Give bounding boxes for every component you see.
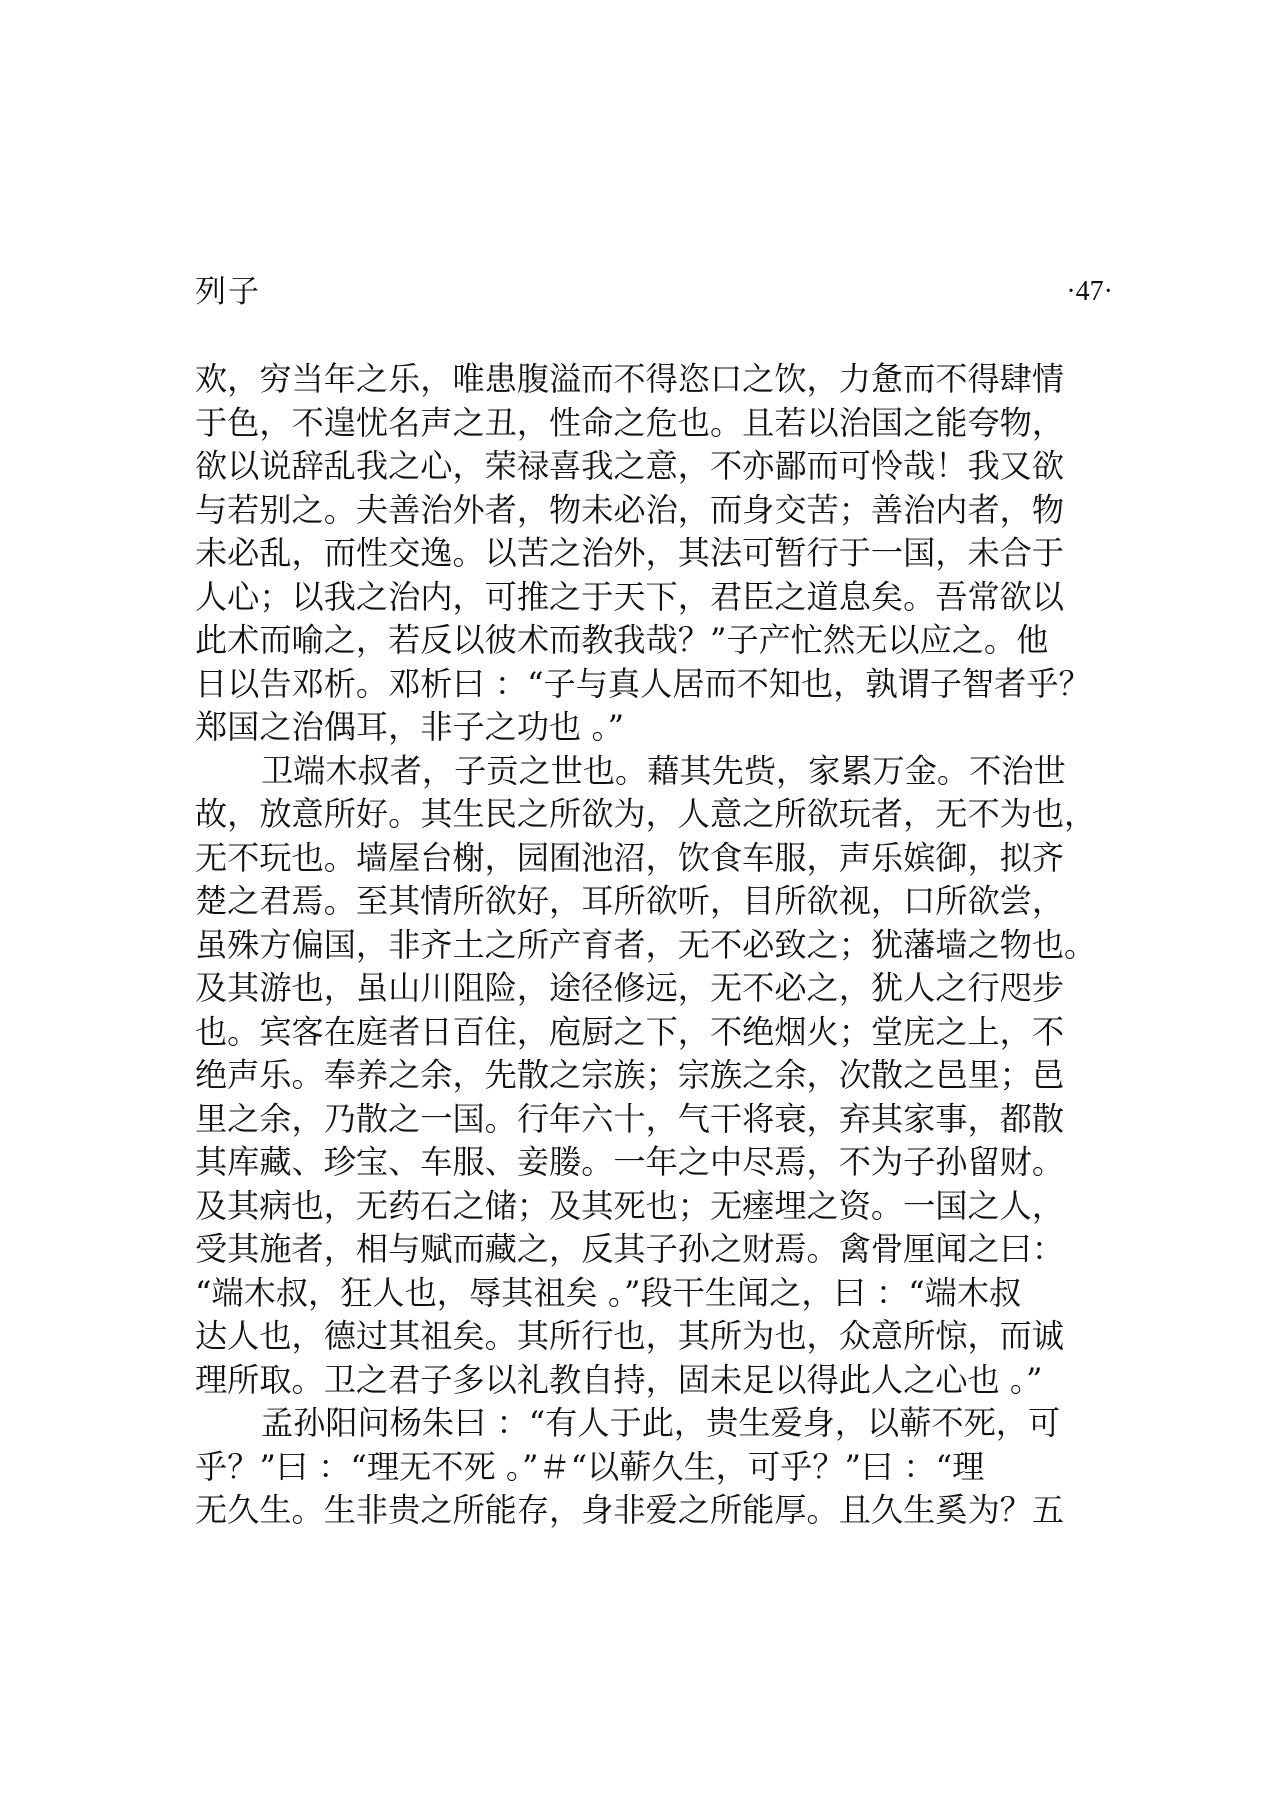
text-line: 楚之君焉。至其情所欲好，耳所欲听，目所欲视，口所欲尝， <box>195 882 1065 920</box>
text-line: 欲以说辞乱我之心，荣禄喜我之意，不亦鄙而可怜哉！我又欲 <box>195 447 1065 485</box>
text-line: 欢，穷当年之乐，唯患腹溢而不得恣口之饮，力惫而不得肆情 <box>195 360 1065 398</box>
text-line: “端木叔，狂人也，辱其祖矣 。”段干生闻之，曰 ：“端木叔 <box>195 1273 1022 1312</box>
text-line: 此术而喻之，若反以彼术而教我哉？”子产忙然无以应之。他 <box>195 621 1049 659</box>
text-line: 于色，不遑忧名声之丑，性命之危也。且若以治国之能夸物， <box>195 403 1065 442</box>
text-line: 日以告邓析。邓析曰 ：“子与真人居而不知也，孰谓子智者乎？ <box>195 664 1091 703</box>
text-line: 其库藏、珍宝、车服、妾媵。一年之中尽焉，不为子孙留财。 <box>195 1143 1065 1181</box>
text-line: 乎？”曰 ：“理无不死 。”＃“以蕲久生，可乎？”曰 ：“理 <box>195 1447 985 1486</box>
text-line: 受其施者，相与赋而藏之，反其子孙之财焉。禽骨厘闻之曰： <box>195 1230 1065 1268</box>
text-line: 无久生。生非贵之所能存，身非爱之所能厚。且久生奚为？五 <box>195 1491 1065 1529</box>
text-line: 里之余，乃散之一国。行年六十，气干将衰，弃其家事，都散 <box>195 1099 1065 1138</box>
text-line: 人心；以我之治内，可推之于天下，君臣之道息矣。吾常欲以 <box>195 577 1065 616</box>
text-line: 故，放意所好。其生民之所欲为，人意之所欲玩者，无不为也， <box>195 795 1097 833</box>
text-line: 未必乱，而性交逸。以苦之治外，其法可暂行于一国，未合于 <box>195 534 1065 572</box>
text-line: 虽殊方偏国，非齐土之所产育者，无不必致之；犹藩墙之物也。 <box>195 925 1097 964</box>
text-line: 及其游也，虽山川阻险，途径修远，无不必之，犹人之行咫步 <box>195 969 1065 1007</box>
running-head <box>195 268 1113 316</box>
paragraph-start-line: 孟孙阳问杨朱曰 ：“有人于此，贵生爱身，以蕲不死，可 <box>261 1404 1061 1442</box>
text-line: 无不玩也。墙屋台榭，园囿池沼，饮食车服，声乐嫔御，拟齐 <box>195 838 1065 877</box>
text-line: 理所取。卫之君子多以礼教自持，固未足以得此人之心也 。” <box>195 1360 1043 1399</box>
text-line: 绝声乐。奉养之余，先散之宗族；宗族之余，次散之邑里；邑 <box>195 1056 1065 1094</box>
page-number: ·47· <box>1066 276 1113 307</box>
text-line: 与若别之。夫善治外者，物未必治，而身交苦；善治内者，物 <box>195 490 1065 529</box>
text-line: 也。宾客在庭者日百住，庖厨之下，不绝烟火；堂庑之上，不 <box>195 1012 1065 1051</box>
text-line: 郑国之治偶耳，非子之功也 。” <box>195 708 625 746</box>
text-line: 达人也，德过其祖矣。其所行也，其所为也，众意所惊，而诚 <box>195 1317 1065 1355</box>
body-text <box>195 358 1125 1533</box>
text-line: 及其病也，无药石之储；及其死也；无瘗埋之资。一国之人， <box>195 1186 1065 1225</box>
book-title: 列子 <box>195 274 261 310</box>
paragraph-start-line: 卫端木叔者，子贡之世也。藉其先赀，家累万金。不治世 <box>261 751 1066 790</box>
